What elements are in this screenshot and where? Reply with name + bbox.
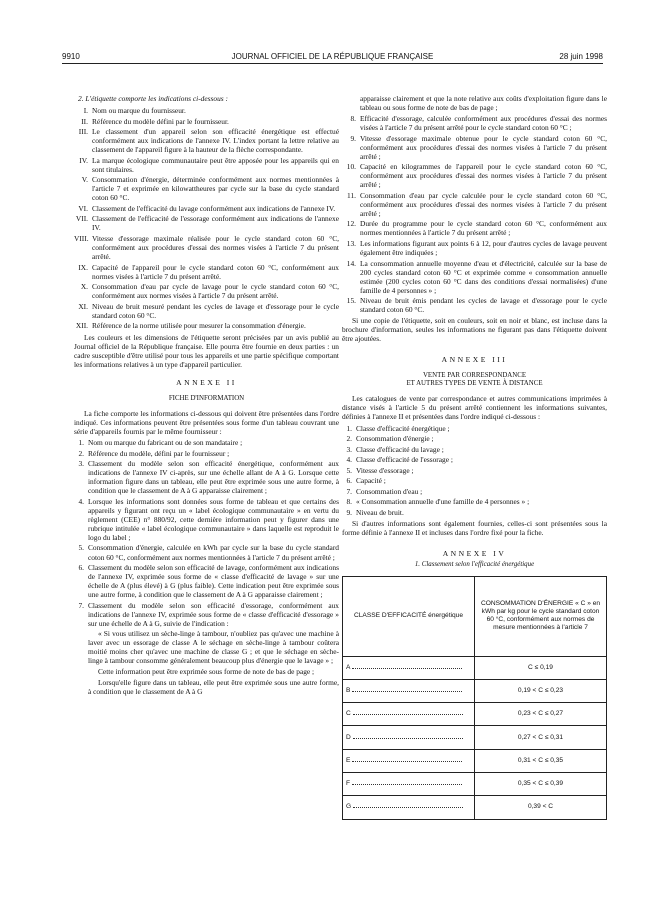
energy-class-letter: G [346, 803, 352, 811]
consumption-range-cell: C ≤ 0,19 [475, 656, 607, 679]
annex-3-title: ANNEXE III [441, 355, 508, 365]
energy-class-letter: E [346, 756, 351, 764]
list-item-text: La consommation annuelle moyenne d'eau et d'électricité, calculée sur la base de 200 cycles standard coton 60 °C et exprimée comme « consommation annuelle estimée (200 cycles coton 60 °C dans des conditions d'essai normalisées) d'une famille de 4 personnes » ; [360, 258, 607, 295]
energy-class-cell [343, 796, 475, 819]
class-column-header: CLASSE D'EFFICACITÉ énergétique [343, 576, 475, 656]
list-item-number: XI. [78, 301, 88, 311]
list-item-number: 5. [346, 465, 352, 475]
list-item-number: IX. [78, 262, 88, 272]
autres-paragraph: Si d'autres informations sont également fournies, celles-ci sont présentées sous la forme définie à l'annexe II et incluses dans l'ordre fixé pour la fiche. [342, 518, 607, 537]
list-item [74, 156, 339, 174]
energy-class-cell [343, 726, 475, 749]
consumption-range-cell: 0,39 < C [475, 796, 607, 819]
list-item [74, 438, 339, 447]
list-item [342, 424, 607, 433]
list-item-text: Classe d'efficacité du lavage ; [356, 444, 444, 454]
list-item [74, 601, 339, 628]
list-item [74, 204, 339, 213]
list-item [342, 259, 607, 295]
list-item-number: 4. [346, 455, 352, 465]
list-item [74, 497, 339, 542]
list-item [74, 459, 339, 495]
etiquette-intro: 2. L'étiquette comporte les indications ci-dessous : [78, 94, 228, 103]
fiche-items-list [74, 438, 339, 628]
energy-class-letter: F [346, 780, 351, 788]
list-item-text: Consommation d'eau par cycle de lavage pour le cycle standard coton 60 °C, conformément aux normes visées à l'article 7 du présent arrêté. [92, 282, 339, 301]
energy-class-letter: C [346, 710, 351, 718]
list-item [342, 487, 607, 496]
page-header [62, 52, 603, 62]
energy-class-letter: A [346, 663, 351, 671]
consumption-range-cell: 0,27 < C ≤ 0,31 [475, 726, 607, 749]
list-item [74, 263, 339, 281]
list-item-text: Efficacité d'essorage, calculée conformément aux procédures d'essai des normes visées à l'article 7 du présent arrêté pour le cycle standard coton 60 °C ; [360, 114, 607, 133]
list-item-number: V. [81, 175, 88, 185]
annex-4-subtitle: 1. Classement selon l'efficacité énergétique [414, 561, 535, 569]
list-item-text: Consommation d'énergie ; [356, 434, 434, 444]
fiche-note-2: Lorsqu'elle figure dans un tableau, elle peut être exprimée sous une autre forme, à condition que le classement de A à G [88, 678, 339, 697]
dotted-leader [353, 807, 463, 808]
list-item [74, 563, 339, 599]
consumption-column-header: CONSOMMATION D'ÉNERGIE « C » en kWh par kg pour le cycle standard coton 60 °C, conformément aux normes de mesure mentionnées à l'article 7 [475, 576, 607, 656]
list-item [342, 434, 607, 443]
list-item-text: Les informations figurant aux points 6 à 12, pour d'autres cycles de lavage peuvent également être indiquées ; [360, 238, 607, 257]
list-item-number: 4. [78, 496, 84, 506]
list-item [342, 191, 607, 218]
fiche-note-1: Cette information peut être exprimée sous forme de note de bas de page ; [98, 667, 315, 677]
list-item-number: 7. [78, 600, 84, 610]
list-item-number: IV. [79, 155, 88, 165]
dotted-leader [352, 668, 462, 669]
list-item-text: Vitesse d'essorage maximale réalisée pour le cycle standard coton 60 °C, conformément aux procédures d'essai des normes visées à l'article 7 du présent arrêté. [92, 233, 339, 261]
annex-2-title: ANNEXE II [176, 378, 237, 388]
fiche-items-cont-list [342, 114, 607, 314]
energy-class-cell [343, 749, 475, 772]
list-item-number: 8. [346, 497, 352, 507]
list-item-text: Lorsque les informations sont données sous forme de tableau et que certains des appareils y figurant ont reçu un « label écologique communautaire » en vertu du règlement (CEE) n° 880/92, cette dernière information peut y figurer dans une rubrique intitulée « label écologique communautaire » dans laquelle est reproduit le logo du label ; [88, 496, 339, 542]
list-item [342, 466, 607, 475]
list-item-text: Capacité ; [356, 476, 386, 486]
list-item [342, 455, 607, 464]
dotted-leader [353, 714, 463, 715]
list-item-text: Classement de l'efficacité du lavage conformément aux indications de l'annexe IV. [92, 203, 336, 213]
list-item-text: Référence de la norme utilisée pour mesurer la consommation d'énergie. [92, 321, 306, 331]
consumption-range-cell: 0,35 < C ≤ 0,39 [475, 773, 607, 796]
catalogue-items-list [342, 424, 607, 517]
list-item-text: Classement du modèle selon son efficacité d'essorage, conformément aux indications de l'annexe IV, exprimée sous forme de « classe d'efficacité d'essorage » sur une échelle de A à G, suivie de l'indication : [88, 600, 339, 628]
dotted-leader [353, 738, 463, 739]
list-item [74, 175, 339, 202]
list-item-number: 6. [78, 563, 84, 573]
issue-date: 28 juin 1998 [559, 52, 603, 61]
list-item-text: Consommation d'eau ; [356, 486, 423, 496]
list-item [74, 117, 339, 126]
list-item-text: La marque écologique communautaire peut être apposée pour les appareils qui en sont titulaires. [92, 155, 339, 174]
consumption-range-cell: 0,19 < C ≤ 0,23 [475, 679, 607, 702]
energy-class-cell [343, 656, 475, 679]
list-item-number: 9. [350, 133, 356, 143]
couleurs-paragraph: Les couleurs et les dimensions de l'étiquette seront précisées par un avis publié au Journal officiel de la République française. Elle pourra être fournie en deux parties : un cadre susceptible d'être utilisé pour tous les appareils et une partie spécifique comportant les informations relatives à un type d'appareil particulier. [74, 333, 339, 370]
list-item [74, 321, 339, 330]
list-item-text: Vitesse d'essorage ; [356, 465, 414, 475]
list-item-number: 13. [346, 238, 356, 248]
list-item [74, 234, 339, 261]
list-item-text: Référence du modèle défini par le fournisseur. [92, 116, 229, 126]
list-item [342, 497, 607, 506]
list-item-text: Capacité de l'appareil pour le cycle standard coton 60 °C, conformément aux normes visées à l'article 7 du présent arrêté. [92, 262, 339, 281]
list-item-text: Nom ou marque du fabricant ou de son mandataire ; [88, 438, 243, 448]
energy-class-table-body [343, 656, 607, 819]
list-item-number: 2. [78, 448, 84, 458]
energy-class-cell [343, 679, 475, 702]
list-item-text: Capacité en kilogrammes de l'appareil pour le cycle standard coton 60 °C, conformément aux procédures d'essai des normes visées à l'article 7 du présent arrêté ; [360, 162, 607, 190]
list-item-text: Consommation d'énergie, calculée en kWh par cycle sur la base du cycle standard coton 60 °C, conformément aux normes mentionnées à l'article 7 du présent arrêté ; [88, 543, 339, 562]
list-item-text: Classement du modèle selon son efficacité de lavage, conformément aux indications de l'annexe IV, exprimée sous forme de « classe d'efficacité de lavage » sur une échelle de A (plus élevé) à G (plus faible). Cette indication peut être exprimée sous une autre forme, à condition que le classement de A à G apparaisse clairement ; [88, 563, 339, 600]
list-item-text: Consommation d'énergie, déterminée conformément aux normes mentionnées à l'article 7 et exprimée en kilowattheures par cycle sur la base du cycle standard coton 60 °C. [92, 175, 339, 203]
annex-4-title: ANNEXE IV [442, 548, 507, 558]
list-item-text: Niveau de bruit mesuré pendant les cycles de lavage et d'essorage pour le cycle standard coton 60 °C. [92, 301, 339, 320]
energy-class-table [342, 576, 607, 820]
list-item-number: 12. [346, 219, 356, 229]
list-item [74, 449, 339, 458]
list-item-number: 1. [78, 438, 84, 448]
table-row [343, 796, 607, 819]
list-item-text: Classement de l'efficacité de l'essorage conformément aux indications de l'annexe IV. [92, 214, 339, 233]
list-item-number: XII. [75, 321, 88, 331]
consumption-range-cell: 0,31 < C ≤ 0,35 [475, 749, 607, 772]
list-item-number: 1. [346, 423, 352, 433]
fiche-paragraph: La fiche comporte les informations ci-dessous qui doivent être présentées dans l'ordre indiqué. Ces informations peuvent être présentées sous forme d'un tableau couvrant une série d'appareils fournis par le même fournisseur : [74, 409, 339, 437]
list-item-number: 8. [350, 114, 356, 124]
right-column [342, 94, 607, 820]
table-row [343, 749, 607, 772]
list-item [342, 114, 607, 132]
list-item-number: 3. [78, 459, 84, 469]
energy-class-cell [343, 703, 475, 726]
list-item-number: 3. [346, 444, 352, 454]
list-item-number: I. [83, 106, 88, 116]
list-item-text: Consommation d'eau par cycle calculée pour le cycle standard coton 60 °C, conformément aux procédures d'essai des normes visées à l'article 7 du présent arrêté ; [360, 190, 607, 218]
list-item-text: « Consommation annuelle d'une famille de 4 personnes » ; [356, 497, 530, 507]
list-item [342, 162, 607, 189]
list-item [342, 239, 607, 257]
etiquette-items-list [74, 106, 339, 330]
list-item-number: 7. [346, 486, 352, 496]
list-item-number: 6. [346, 476, 352, 486]
list-item-number: 14. [346, 258, 356, 268]
list-item [74, 214, 339, 232]
list-item-text: Référence du modèle, défini par le fournisseur ; [88, 448, 230, 458]
list-item-number: VIII. [74, 233, 89, 243]
list-item-text: Niveau de bruit. [356, 507, 404, 517]
catalogues-paragraph: Les catalogues de vente par correspondance et autres communications imprimées à distance visés à l'article 5 du présent arrêté contiennent les informations suivantes, définies à l'annexe II et présentées dans l'ordre indiqué ci-dessous : [342, 394, 607, 422]
list-item-text: Le classement d'un appareil selon son efficacité énergétique est effectué conformément aux indications de l'annexe IV. L'index portant la lettre relative au classement de l'appareil figure à la hauteur de la flèche correspondante. [92, 127, 339, 155]
energy-class-letter: D [346, 733, 351, 741]
seche-linge-quote: « Si vous utilisez un sèche-linge à tambour, n'oubliez pas qu'avec une machine à laver avec un essorage de classe A le séchage en sèche-linge à tambour coûtera moitié moins cher qu'avec une machine de classe G ; et que le séchage en sèche-linge à tambour consomme généralement beaucoup plus d'énergie que le lavage » ; [88, 629, 339, 666]
list-item-number: 11. [347, 190, 356, 200]
list-item-number: X. [80, 282, 88, 292]
list-item-number: 2. [346, 434, 352, 444]
list-item-text: Niveau de bruit émis pendant les cycles de lavage et d'essorage pour le cycle standard coton 60 °C. [360, 296, 607, 315]
list-item [342, 134, 607, 161]
energy-class-letter: B [346, 686, 351, 694]
annex-3-subtitle-2: ET AUTRES TYPES DE VENTE À DISTANCE [406, 379, 543, 387]
consumption-range-cell: 0,23 < C ≤ 0,27 [475, 703, 607, 726]
list-item [74, 127, 339, 154]
list-item-number: VII. [75, 214, 88, 224]
list-item-number: VI. [78, 203, 88, 213]
annex-3-subtitle-1: VENTE PAR CORRESPONDANCE [422, 371, 527, 379]
list-item [342, 296, 607, 314]
header-rule [62, 63, 603, 64]
list-item-number: III. [78, 127, 88, 137]
annex-2-subtitle: FICHE D'INFORMATION [168, 394, 245, 402]
list-item-text: Durée du programme pour le cycle standard coton 60 °C, conformément aux normes mentionnées à l'article 7 du présent arrêté ; [360, 219, 607, 238]
list-item-number: 15. [346, 296, 356, 306]
list-item-text: Vitesse d'essorage maximale obtenue pour le cycle standard coton 60 °C, conformément aux procédures d'essai des normes visées à l'article 7 du présent arrêté ; [360, 133, 607, 161]
list-item [74, 543, 339, 561]
table-row [343, 703, 607, 726]
list-item [74, 282, 339, 300]
journal-title: JOURNAL OFFICIEL DE LA RÉPUBLIQUE FRANÇAISE [231, 52, 434, 61]
list-item-text: Nom ou marque du fournisseur. [92, 106, 186, 116]
table-row [343, 773, 607, 796]
dotted-leader [352, 761, 462, 762]
dotted-leader [352, 784, 462, 785]
list-item-text: Classe d'efficacité énergétique ; [356, 423, 450, 433]
list-item-number: 9. [346, 507, 352, 517]
continuation-text: apparaisse clairement et que la note relative aux coûts d'exploitation figure dans le tableau ou sous forme de note de bas de page ; [360, 94, 607, 113]
table-header-row [343, 576, 607, 656]
table-row [343, 726, 607, 749]
list-item-number: 10. [346, 162, 356, 172]
left-column [74, 94, 339, 698]
list-item-text: Classement du modèle selon son efficacité énergétique, conformément aux indications de l'annexe IV ci-après, sur une échelle allant de A à G. Lorsque cette information figure dans un tableau, elle peut être exprimée sous une autre forme, à condition que le classement de A à G apparaisse clairement ; [88, 459, 339, 496]
list-item-number: II. [81, 116, 88, 126]
copie-paragraph: Si une copie de l'étiquette, soit en couleurs, soit en noir et blanc, est incluse dans la brochure d'information, seules les informations ne figurant pas dans l'étiquette doivent être ajoutées. [342, 316, 607, 344]
table-row [343, 679, 607, 702]
list-item [342, 508, 607, 517]
list-item-text: Classe d'efficacité de l'essorage ; [356, 455, 453, 465]
dotted-leader [352, 691, 462, 692]
list-item-number: 5. [78, 543, 84, 553]
energy-class-cell [343, 773, 475, 796]
page-number: 9910 [62, 52, 80, 61]
list-item [74, 302, 339, 320]
list-item [74, 106, 339, 115]
table-row [343, 656, 607, 679]
list-item [342, 476, 607, 485]
list-item [342, 219, 607, 237]
list-item [342, 445, 607, 454]
